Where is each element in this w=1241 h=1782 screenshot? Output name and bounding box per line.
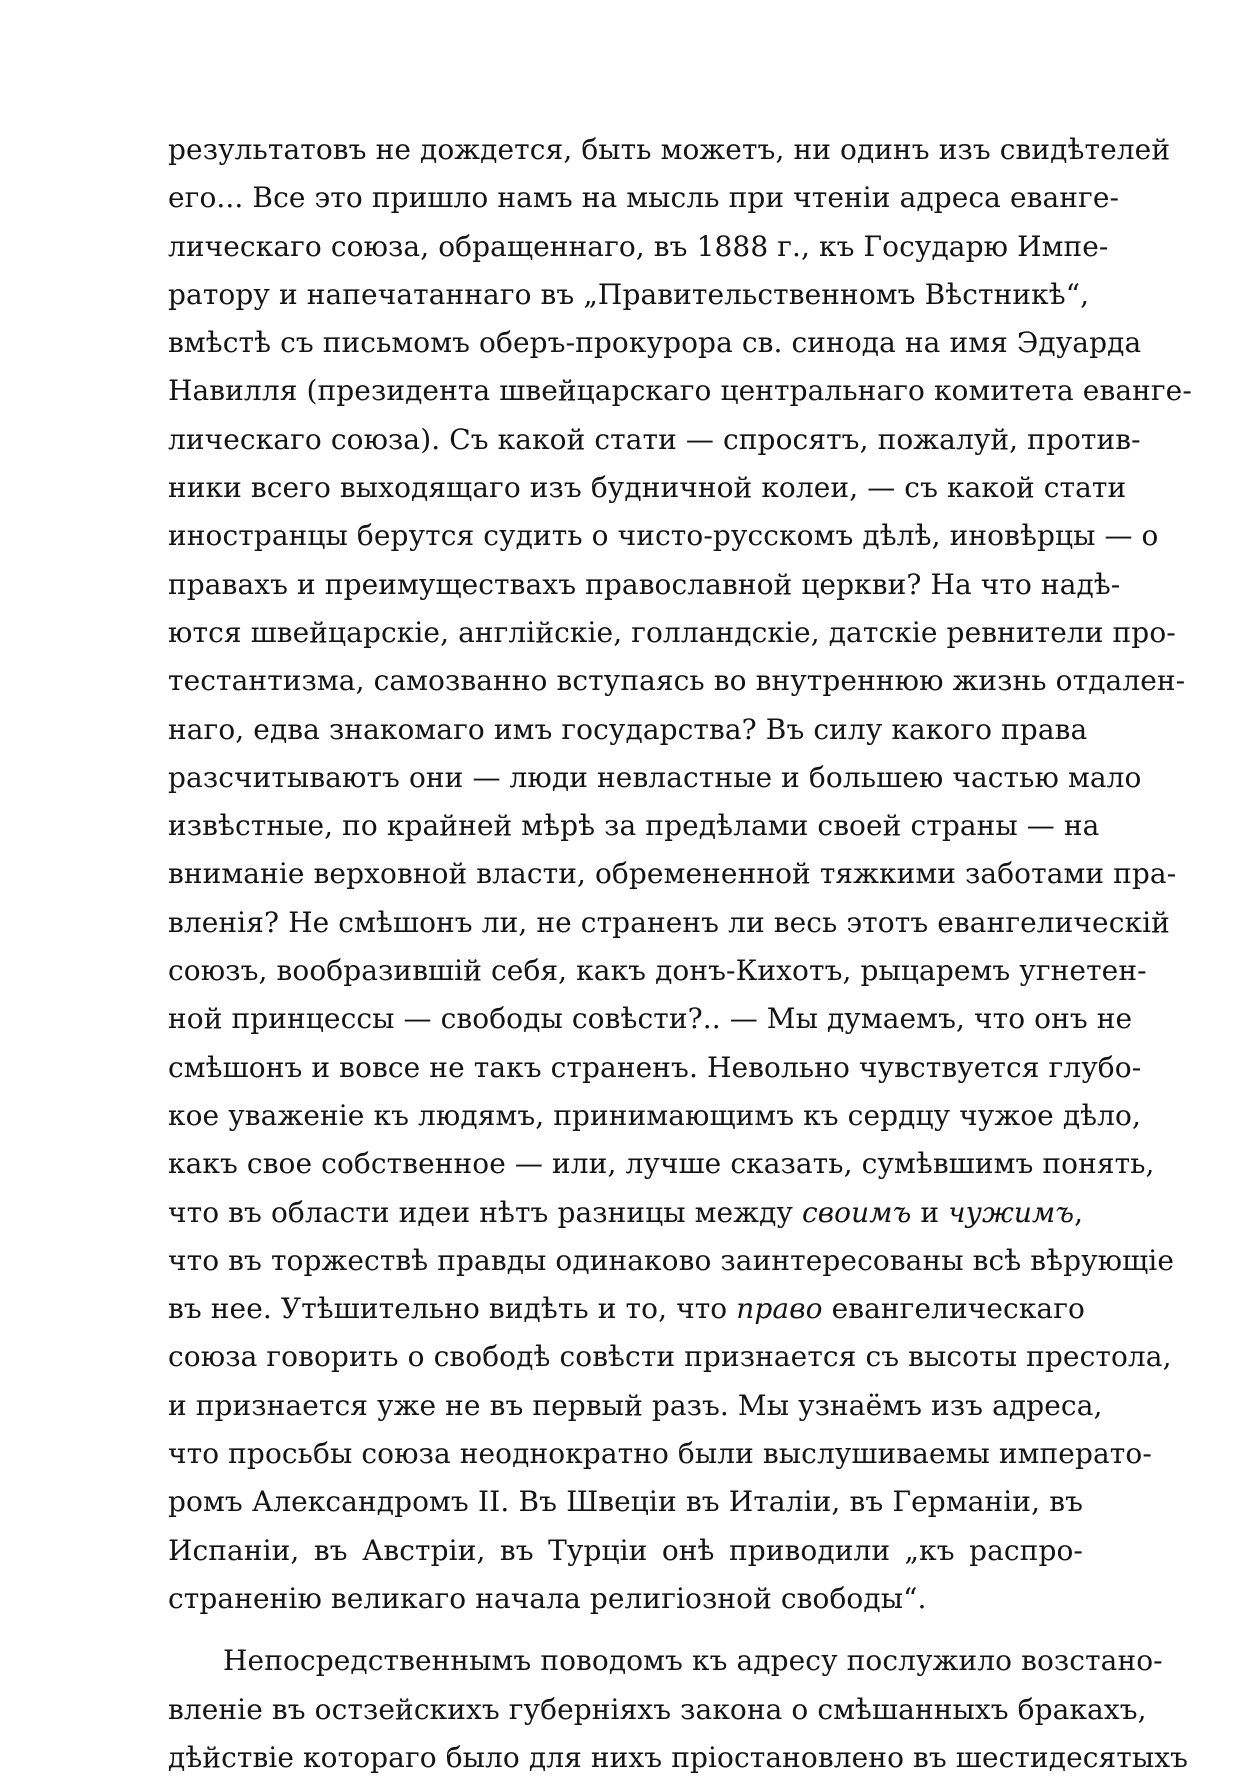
text-line: лическаго союза, обращеннаго, въ 1888 г., къ Государю Импе- [168,229,1109,263]
text-run: въ нее. Утѣшительно видѣть и то, что [168,1292,737,1326]
text-line: вниманіе верховной власти, обремененной тяжкими заботами пра- [168,857,1177,891]
italic-word: своимъ [801,1195,912,1229]
text-line: Непосредственнымъ поводомъ къ адресу послужило возстано- [223,1644,1163,1678]
text-line: иностранцы берутся судить о чисто-русскомъ дѣлѣ, иновѣрцы — о [168,519,1159,553]
text-line: союза говорить о свободѣ совѣсти признается съ высоты престола, [168,1340,1172,1374]
text-line: союзъ, вообразившій себя, какъ донъ-Кихотъ, рыцаремъ угнетен- [168,954,1147,988]
italic-word: право [736,1292,823,1326]
text-line: какъ свое собственное — или, лучше сказать, сумѣвшимъ понять, [168,1147,1155,1181]
text-line: ются швейцарскіе, англійскіе, голландскіе, датскіе ревнители про- [168,615,1176,649]
text-run: и [911,1195,949,1229]
text-line: Испаніи, въ Австріи, въ Турціи онѣ приводили „къ распро- [168,1533,1083,1567]
text-run: , [1074,1195,1084,1229]
text-line: лическаго союза). Съ какой стати — спросятъ, пожалуй, против- [168,422,1141,456]
text-line [168,1285,1083,1333]
text-line: тестантизма, самозванно вступаясь во внутреннюю жизнь отдален- [168,664,1186,698]
italic-word: чужимъ [948,1195,1075,1229]
text-run: евангелическаго [822,1292,1085,1326]
text-line: вмѣстѣ съ письмомъ оберъ-прокурора св. синода на имя Эдуарда [168,326,1142,360]
text-line: страненію великаго начала религіозной свободы“. [168,1581,927,1615]
text-run: что въ области идеи нѣтъ разницы между [168,1195,802,1229]
text-line: ники всего выходящаго изъ будничной колеи, — съ какой стати [168,471,1127,505]
text-line: смѣшонъ и вовсе не такъ страненъ. Невольно чувствуется глубо- [168,1050,1142,1084]
text-line: и признается уже не въ первый разъ. Мы узнаёмъ изъ адреса, [168,1388,1103,1422]
text-line: его... Все это пришло намъ на мысль при чтеніи адреса еванге- [168,181,1120,215]
text-line: наго, едва знакомаго имъ государства? Въ силу какого права [168,712,1088,746]
text-line: правахъ и преимуществахъ православной церкви? На что надѣ- [168,567,1121,601]
text-line: ратору и напечатаннаго въ „Правительственномъ Вѣстникѣ“, [168,277,1090,311]
text-line: извѣстные, по крайней мѣрѣ за предѣлами своей страны — на [168,809,1100,843]
text-line: дѣйствіе котораго было для нихъ пріостановлено въ шестидесятыхъ [168,1740,1189,1774]
text-line: ной принцессы — свободы совѣсти?.. — Мы думаемъ, что онъ не [168,1002,1133,1036]
text-line: ромъ Александромъ II. Въ Швеціи въ Италіи, въ Германіи, въ [168,1485,1083,1519]
text-line: что просьбы союза неоднократно были выслушиваемы императо- [168,1437,1152,1471]
text-line: кое уваженіе къ людямъ, принимающимъ къ сердцу чужое дѣло, [168,1098,1142,1132]
text-line: разсчитываютъ они — люди невластные и большею частью мало [168,760,1142,794]
body-text [168,126,1192,1782]
text-line: результатовъ не дождется, быть можетъ, ни одинъ изъ свидѣтелей [168,133,1171,166]
text-line [168,1189,1083,1237]
text-line: Навилля (президента швейцарскаго центральнаго комитета еванге- [168,374,1192,408]
text-line: что въ торжествѣ правды одинаково заинтересованы всѣ вѣрующіе [168,1243,1175,1277]
text-line: вленіе въ остзейскихъ губерніяхъ закона о смѣшанныхъ бракахъ, [168,1692,1147,1726]
text-line: вленія? Не смѣшонъ ли, не страненъ ли весь этотъ евангелическій [168,905,1170,939]
paragraph-gap [168,1623,1083,1637]
